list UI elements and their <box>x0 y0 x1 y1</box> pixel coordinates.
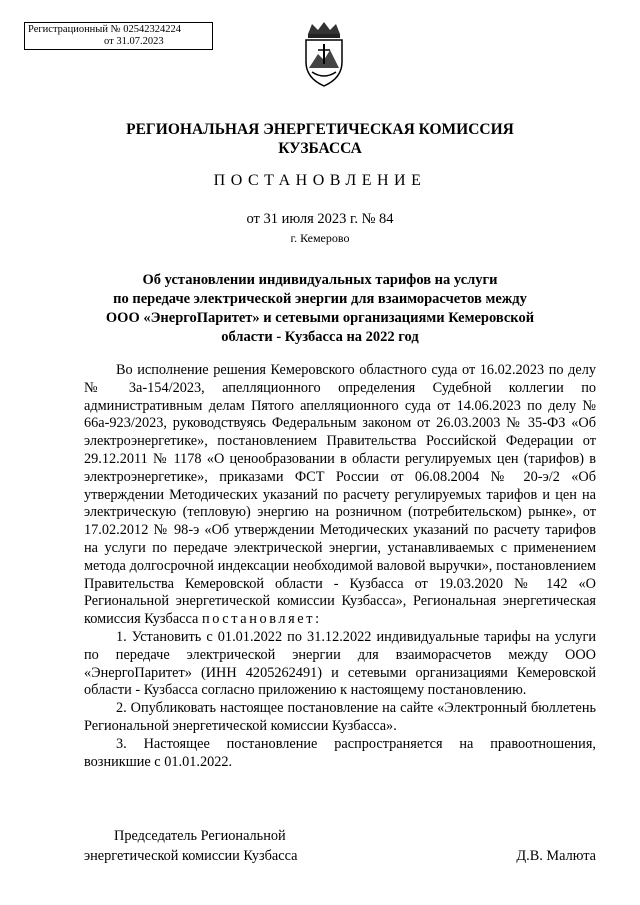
preamble-paragraph <box>84 362 596 629</box>
organization-title-line1: РЕГИОНАЛЬНАЯ ЭНЕРГЕТИЧЕСКАЯ КОМИССИЯ <box>126 121 514 138</box>
document-body <box>84 362 596 771</box>
clause-3-paragraph: 3. Настоящее постановление распространяется на правоотношения, возникшие с 01.01.2022. <box>84 735 596 770</box>
resolves-word: постановляет: <box>201 611 322 628</box>
signature-row <box>84 846 596 866</box>
subject-line1: Об установлении индивидуальных тарифов на услуги <box>142 272 498 288</box>
subject-line2: по передаче электрической энергии для взаиморасчетов между <box>113 291 527 307</box>
signatory-title-line1: Председатель Региональной <box>114 828 286 844</box>
clause-2-paragraph: 2. Опубликовать настоящее постановление на сайте «Электронный бюллетень Региональной энергетической комиссии Кузбасса». <box>84 700 596 734</box>
subject-line4: области - Кузбасса на 2022 год <box>221 329 419 345</box>
signatory-name: Д.В. Малюта <box>516 848 596 864</box>
organization-title <box>0 120 640 158</box>
stamp-registration-date: от 31.07.2023 <box>104 36 164 47</box>
signature-block <box>84 826 596 866</box>
kuzbass-coat-of-arms-icon <box>296 20 352 88</box>
preamble-text: Во исполнение решения Кемеровского областного суда от 16.02.2023 по делу № 3а-154/2023, апелляционного определения Судебной коллегии по административным делам Пятого апелляционного суда от 14.06.2023 по делу № 66а-923/2023, руководствуясь Федеральным законом от 26.03.2003 № 35-ФЗ «Об электроэнергетике», постановлением Правительства Российской Федерации от 29.12.2011 № 1178 «О ценообразовании в области регулируемых цен (тарифов) в электроэнергетике», приказами ФСТ России от 06.08.2004 № 20-э/2 «Об утверждении Методических указаний по расчету регулируемых тарифов и цен на электрическую (тепловую) энергию на розничном (потребительском) рынке», от 17.02.2012 № 98-э «Об утверждении Методических указаний по расчету тарифов на услуги по передаче электрической энергии, устанавливаемых с применением метода долгосрочной индексации необходимой валовой выручки», постановлением Правительства Кемеровской области - Кузбасса от 19.03.2020 № 142 «О Региональной энергетической комиссии Кузбасса», Региональная энергетическая комиссия Кузбасса <box>84 362 596 628</box>
document-subject <box>100 271 540 347</box>
stamp-registration-number: Регистрационный № 02542324224 <box>28 24 181 35</box>
signatory-title-line2: энергетической комиссии Кузбасса <box>84 848 298 864</box>
document-city: г. Кемерово <box>290 231 350 245</box>
organization-title-line2: КУЗБАССА <box>278 140 362 157</box>
document-type: ПОСТАНОВЛЕНИЕ <box>213 172 427 189</box>
registration-stamp <box>24 22 213 50</box>
clause-1-paragraph: 1. Установить с 01.01.2022 по 31.12.2022 индивидуальные тарифы на услуги по передаче электрической энергии для взаиморасчетов между ООО «ЭнергоПаритет» (ИНН 4205262491) и сетевыми организациями Кемеровской области - Кузбасса согласно приложению к настоящему постановлению. <box>84 628 596 699</box>
document-date-number: от 31 июля 2023 г. № 84 <box>246 211 394 227</box>
subject-line3: ООО «ЭнергоПаритет» и сетевыми организациями Кемеровской <box>105 310 535 326</box>
